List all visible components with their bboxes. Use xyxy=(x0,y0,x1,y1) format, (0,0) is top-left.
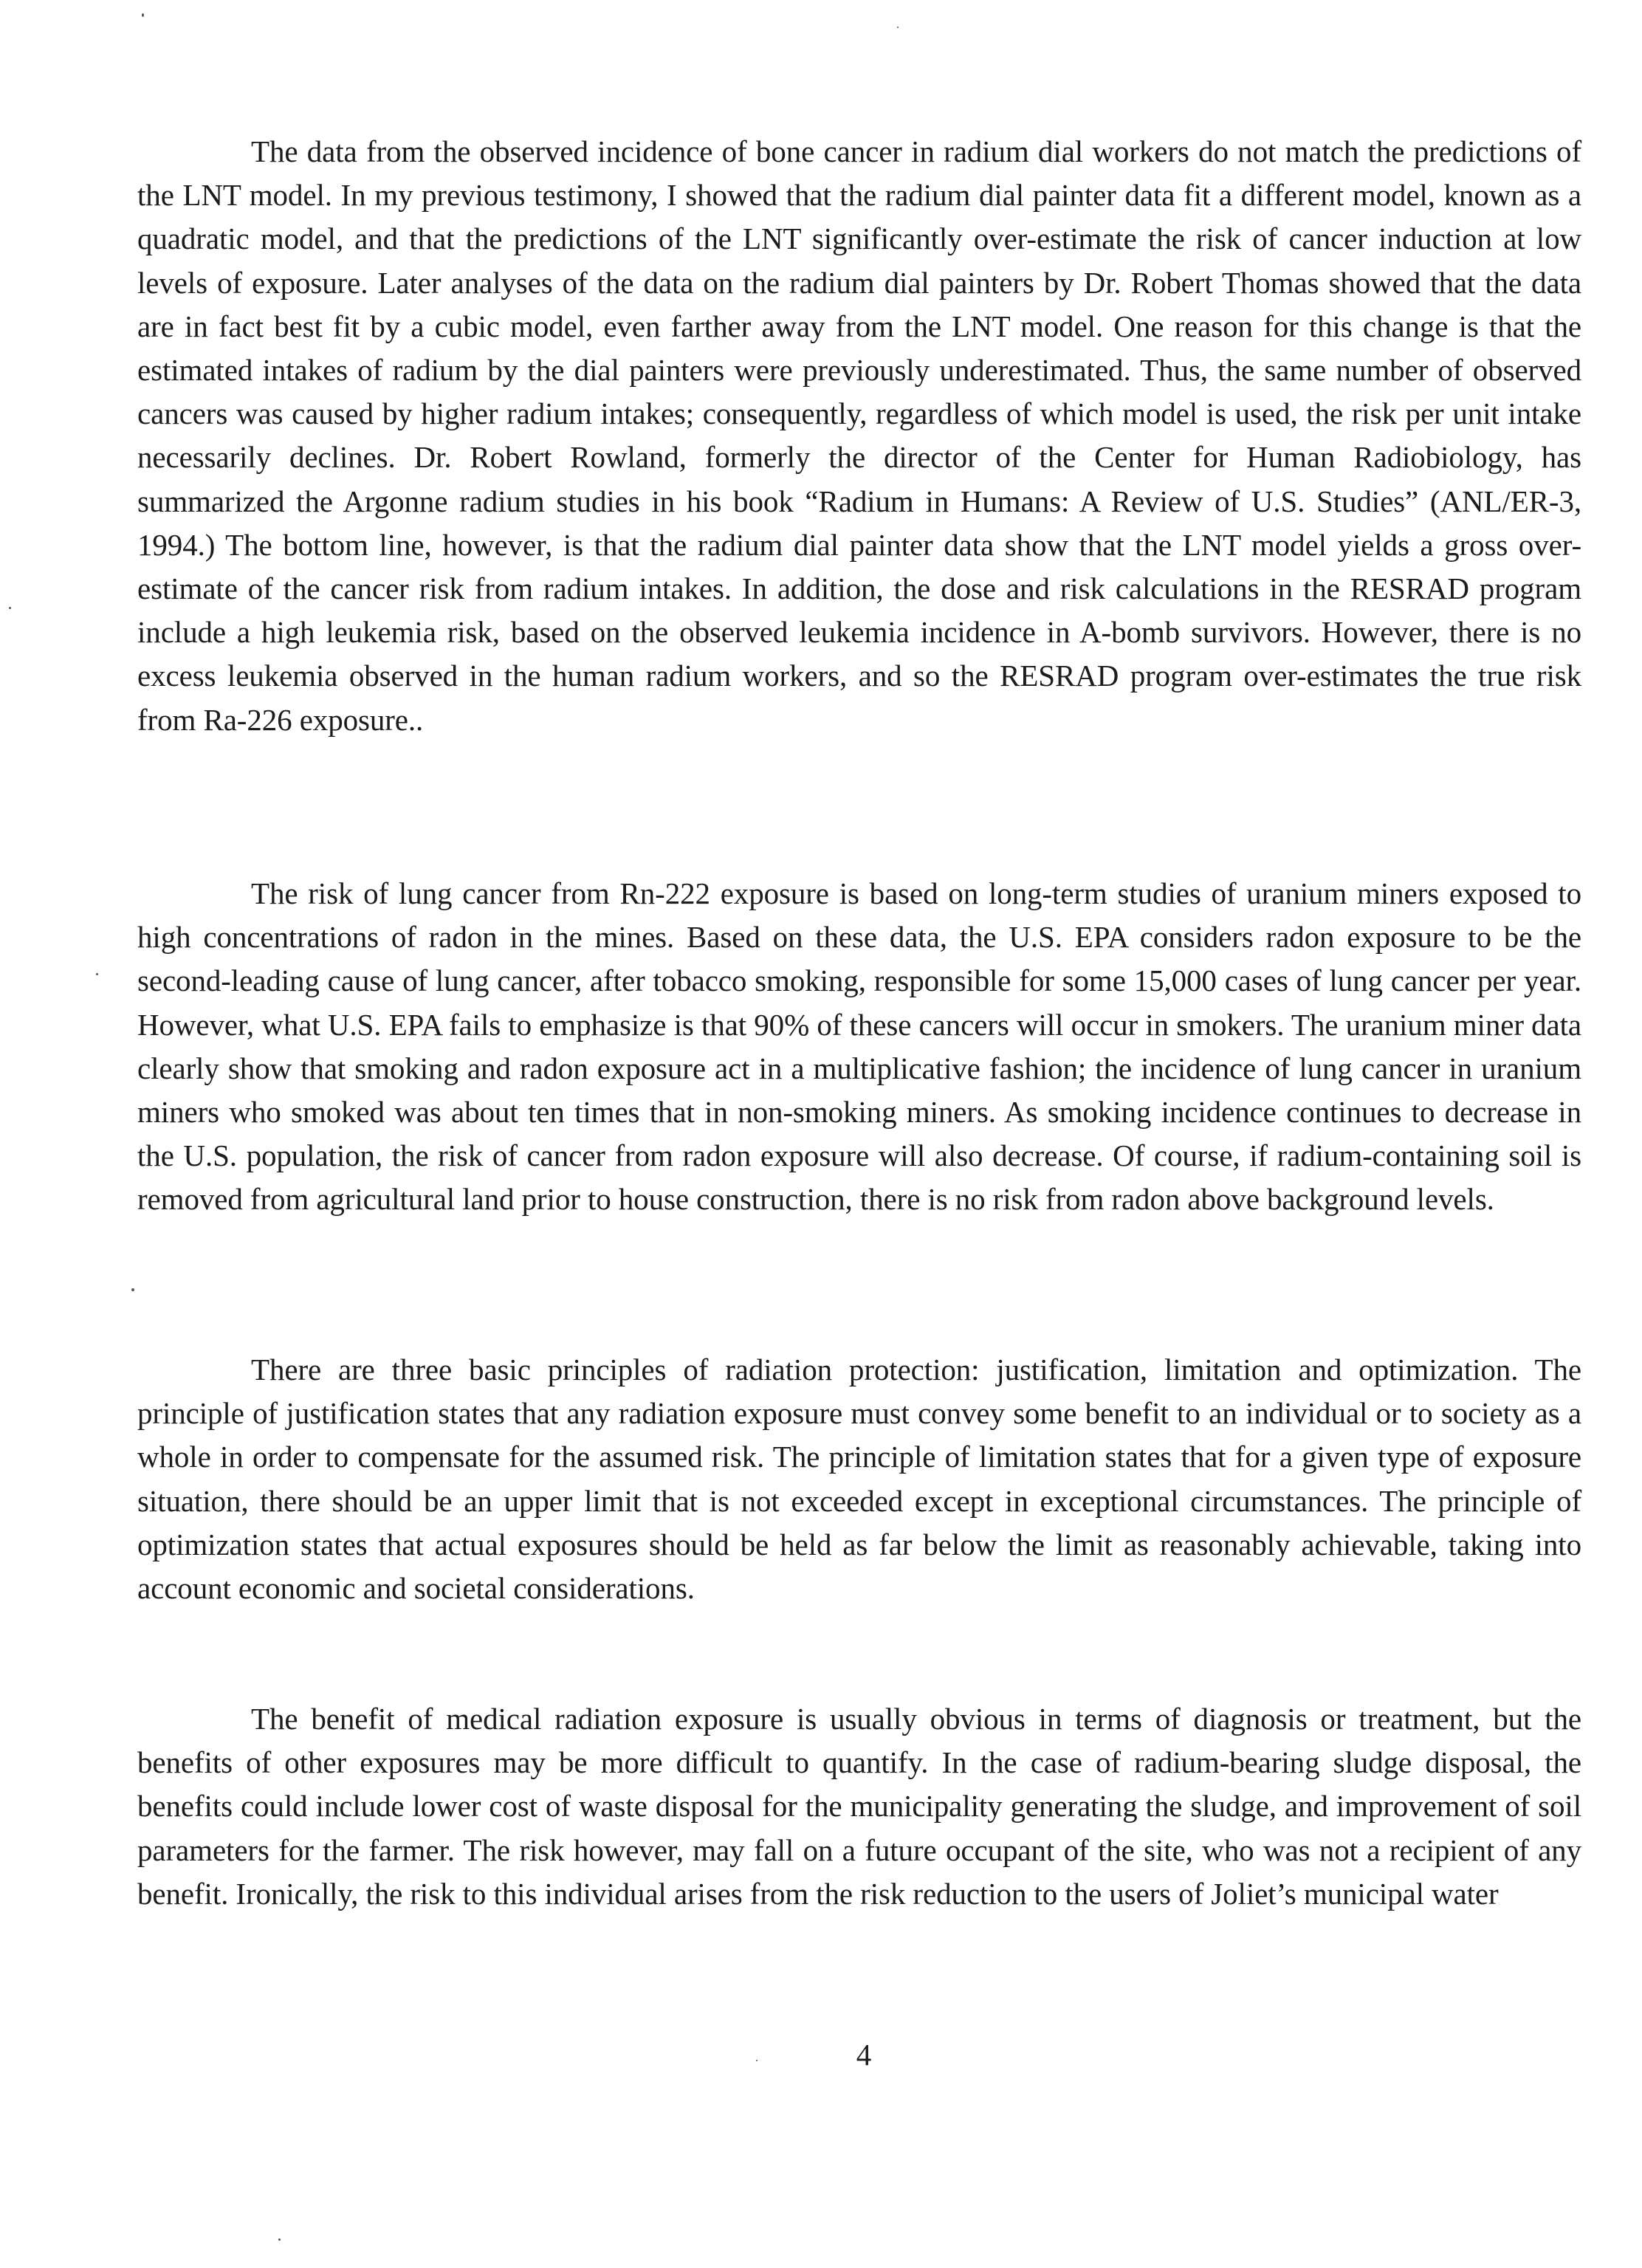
scan-speck xyxy=(9,607,11,609)
paragraph-lung-cancer-radon: The risk of lung cancer from Rn-222 exposure is based on long-term studies of uranium miners exposed to high concentrations of radon in the mines. Based on these data, the U.S. EPA considers radon exposure to be the second-leading cause of lung cancer, after tobacco smoking, responsible for some 15,000 cases of lung cancer per year. However, what U.S. EPA fails to emphasize is that 90% of these cancers will occur in smokers. The uranium miner data clearly show that smoking and radon exposure act in a multiplicative fashion; the incidence of lung cancer in uranium miners who smoked was about ten times that in non-smoking miners. As smoking incidence continues to decrease in the U.S. population, the risk of cancer from radon exposure will also decrease. Of course, if radium-containing soil is removed from agricultural land prior to house construction, there is no risk from radon above background levels. xyxy=(137,876,1581,1217)
scan-speck xyxy=(897,27,899,28)
paragraph-radium-dial-workers: The data from the observed incidence of bone cancer in radium dial workers do not match the predictions of the LNT model. In my previous testimony, I showed that the radium dial painter data fit a different model, known as a quadratic model, and that the predictions of the LNT significantly over-estimate the risk of cancer induction at low levels of exposure. Later analyses of the data on the radium dial painters by Dr. Robert Thomas showed that the data are in fact best fit by a cubic model, even farther away from the LNT model. One reason for this change is that the estimated intakes of radium by the dial painters were previously underestimated. Thus, the same number of observed cancers was caused by higher radium intakes; consequently, regardless of which model is used, the risk per unit intake necessarily declines. Dr. Robert Rowland, formerly the director of the Center for Human Radiobiology, has summarized the Argonne radium studies in his book “Radium in Humans: A Review of U.S. Studies” (ANL/ER-3, 1994.) The bottom line, however, is that the radium dial painter data show that the LNT model yields a gross over-estimate of the cancer risk from radium intakes. In addition, the dose and risk calculations in the RESRAD program include a high leukemia risk, based on the observed leukemia incidence in A-bomb survivors. However, there is no excess leukemia observed in the human radium workers, and so the RESRAD program over-estimates the true risk from Ra-226 exposure.. xyxy=(137,134,1581,737)
scan-speck xyxy=(142,13,144,17)
page-number: 4 xyxy=(856,2038,872,2072)
paragraph-benefits-of-exposure: The benefit of medical radiation exposure is usually obvious in terms of diagnosis or treatment, but the benefits of other exposures may be more difficult to quantify. In the case of radium-bearing sludge disposal, the benefits could include lower cost of waste disposal for the municipality generating the sludge, and improvement of soil parameters for the farmer. The risk however, may fall on a future occupant of the site, who was not a recipient of any benefit. Ironically, the risk to this individual arises from the risk reduction to the users of Joliet’s municipal water xyxy=(137,1702,1581,1911)
scan-speck xyxy=(278,2238,281,2241)
scan-speck xyxy=(756,2060,758,2061)
scan-speck xyxy=(96,973,98,975)
scan-speck xyxy=(131,1288,134,1291)
paragraph-radiation-protection-principles: There are three basic principles of radiation protection: justification, limitation and optimization. The principle of justification states that any radiation exposure must convey some benefit to an individual or to society as a whole in order to compensate for the assumed risk. The principle of limitation states that for a given type of exposure situation, there should be an upper limit that is not exceeded except in exceptional circumstances. The principle of optimization states that actual exposures should be held as far below the limit as reasonably achievable, taking into account economic and societal considerations. xyxy=(137,1353,1581,1606)
